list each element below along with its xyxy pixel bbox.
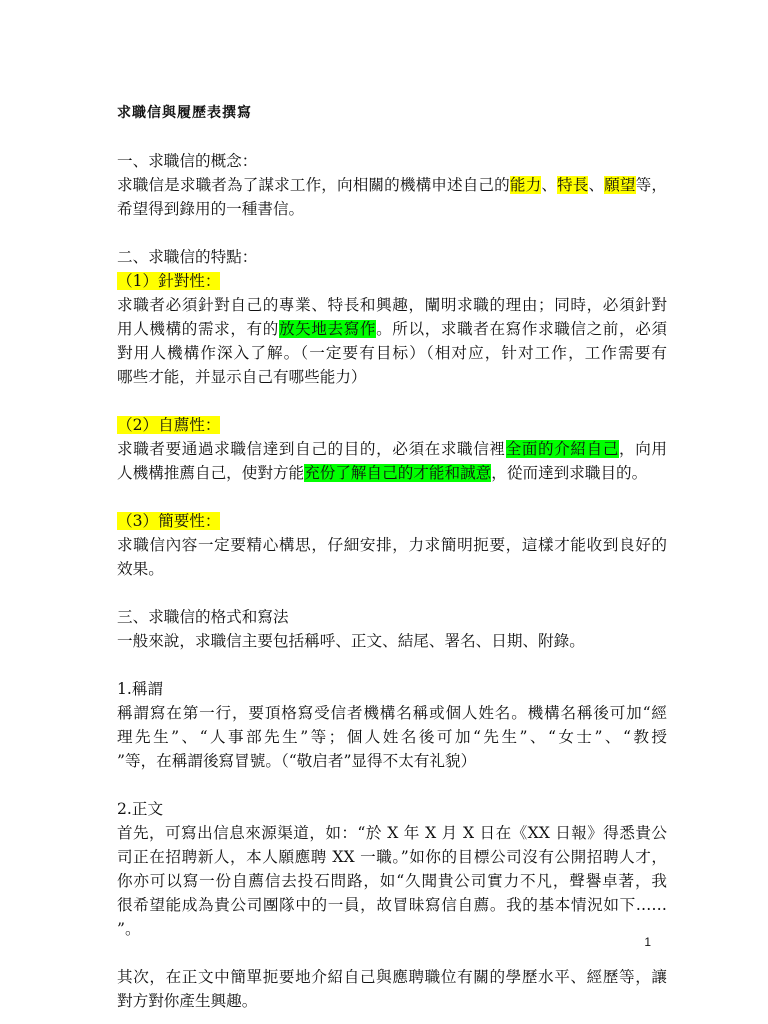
point-paragraph-line	[117, 461, 667, 485]
text-run: 求職者要通過求職信達到自己的目的，必須在求職信裡	[117, 440, 506, 458]
blank-line	[117, 773, 667, 797]
body-paragraph-line: 你亦可以寫一份自薦信去投石問路，如“久聞貴公司實力不凡，聲譽卓著，我	[117, 872, 667, 890]
concept-paragraph-line: 希望得到錄用的一種書信。	[117, 200, 305, 218]
highlight-wish: 願望	[604, 176, 636, 194]
page-number: 1	[644, 935, 651, 949]
point-label-self-recommend	[117, 413, 667, 437]
section-heading-format: 三、求職信的格式和寫法	[117, 608, 289, 626]
point-paragraph-line: 對用人機構作深入了解。（一定要有目标）（相对应，针对工作，工作需要有	[117, 344, 667, 362]
body-paragraph-line: 其次，在正文中簡單扼要地介紹自己與應聘職位有關的學歷水平、經歷等，讓	[117, 968, 667, 986]
text-run: ，從而達到求職目的。	[491, 464, 648, 482]
blank-line	[117, 389, 667, 413]
blank-line	[117, 581, 667, 605]
text-run: 、	[588, 176, 605, 194]
body-paragraph-line: 首先，可寫出信息來源渠道，如：“於 X 年 X 月 X 日在《XX 日報》得悉貴公	[117, 824, 667, 842]
point-label-targeted	[117, 269, 667, 293]
blank-line	[117, 221, 667, 245]
blank-line	[117, 485, 667, 509]
highlight-label: （2）自薦性：	[117, 416, 221, 434]
concept-paragraph-line	[117, 173, 667, 197]
salutation-paragraph-line: ”等，在稱謂後寫冒號。（“敬启者”显得不太有礼貌）	[117, 752, 477, 770]
text-run: ，向用	[619, 440, 667, 458]
document-body	[117, 101, 667, 1013]
text-run: 、	[541, 176, 558, 194]
text-run: 求職信是求職者為了謀求工作，向相關的機構申述自己的	[117, 176, 510, 194]
body-paragraph-line: ”。	[117, 920, 141, 938]
blank-line	[117, 653, 667, 677]
highlight-label: （1）針對性：	[117, 272, 221, 290]
section-heading-features: 二、求職信的特點：	[117, 248, 258, 266]
point-paragraph-line: 求職信內容一定要精心構思，仔細安排，力求簡明扼要，這樣才能收到良好的	[117, 536, 667, 554]
highlight-label: （3）簡要性：	[117, 512, 221, 530]
format-intro-line: 一般來說，求職信主要包括稱呼、正文、結尾、署名、日期、附錄。	[117, 632, 585, 650]
body-paragraph-line: 對方對你產生興趣。	[117, 992, 258, 1010]
subheading-salutation: 1.稱謂	[117, 680, 164, 698]
point-label-concise	[117, 509, 667, 533]
salutation-paragraph-line: 稱謂寫在第一行，要頂格寫受信者機構名稱或個人姓名。機構名稱後可加“經	[117, 704, 667, 722]
body-paragraph-line: 很希望能成為貴公司團隊中的一員，故冒昧寫信自薦。我的基本情況如下……	[117, 896, 667, 914]
text-run: 等，	[635, 176, 667, 194]
point-paragraph-line: 求職者必須針對自己的專業、特長和興趣，闡明求職的理由；同時，必須針對	[117, 296, 667, 314]
highlight-talent-sincerity: 充份了解自己的才能和誠意	[304, 464, 492, 482]
highlight-full-introduction: 全面的介紹自己	[505, 440, 619, 458]
point-paragraph-line	[117, 317, 667, 341]
document-title: 求職信與履歷表撰寫	[117, 105, 252, 121]
text-run: 用人機構的需求，有的	[117, 320, 279, 338]
highlight-strength: 特長	[557, 176, 589, 194]
text-run: 。所以，求職者在寫作求職信之前，必須	[376, 320, 667, 338]
section-heading-concept: 一、求職信的概念：	[117, 152, 258, 170]
point-paragraph-line	[117, 437, 667, 461]
point-paragraph-line: 效果。	[117, 560, 164, 578]
subheading-body: 2.正文	[117, 800, 164, 818]
body-paragraph-line: 司正在招聘新人，本人願應聘 XX 一職。”如你的目標公司沒有公開招聘人才，	[117, 848, 667, 866]
text-run: 人機構推薦自己，使對方能	[117, 464, 305, 482]
point-paragraph-line: 哪些才能，并显示自己有哪些能力）	[117, 368, 367, 386]
highlight-ability: 能力	[509, 176, 542, 194]
blank-line	[117, 125, 667, 149]
salutation-paragraph-line: 理先生”、“人事部先生”等；個人姓名後可加“先生”、“女士”、“教授	[117, 728, 667, 746]
highlight-targeted-writing: 放矢地去寫作	[278, 320, 377, 338]
